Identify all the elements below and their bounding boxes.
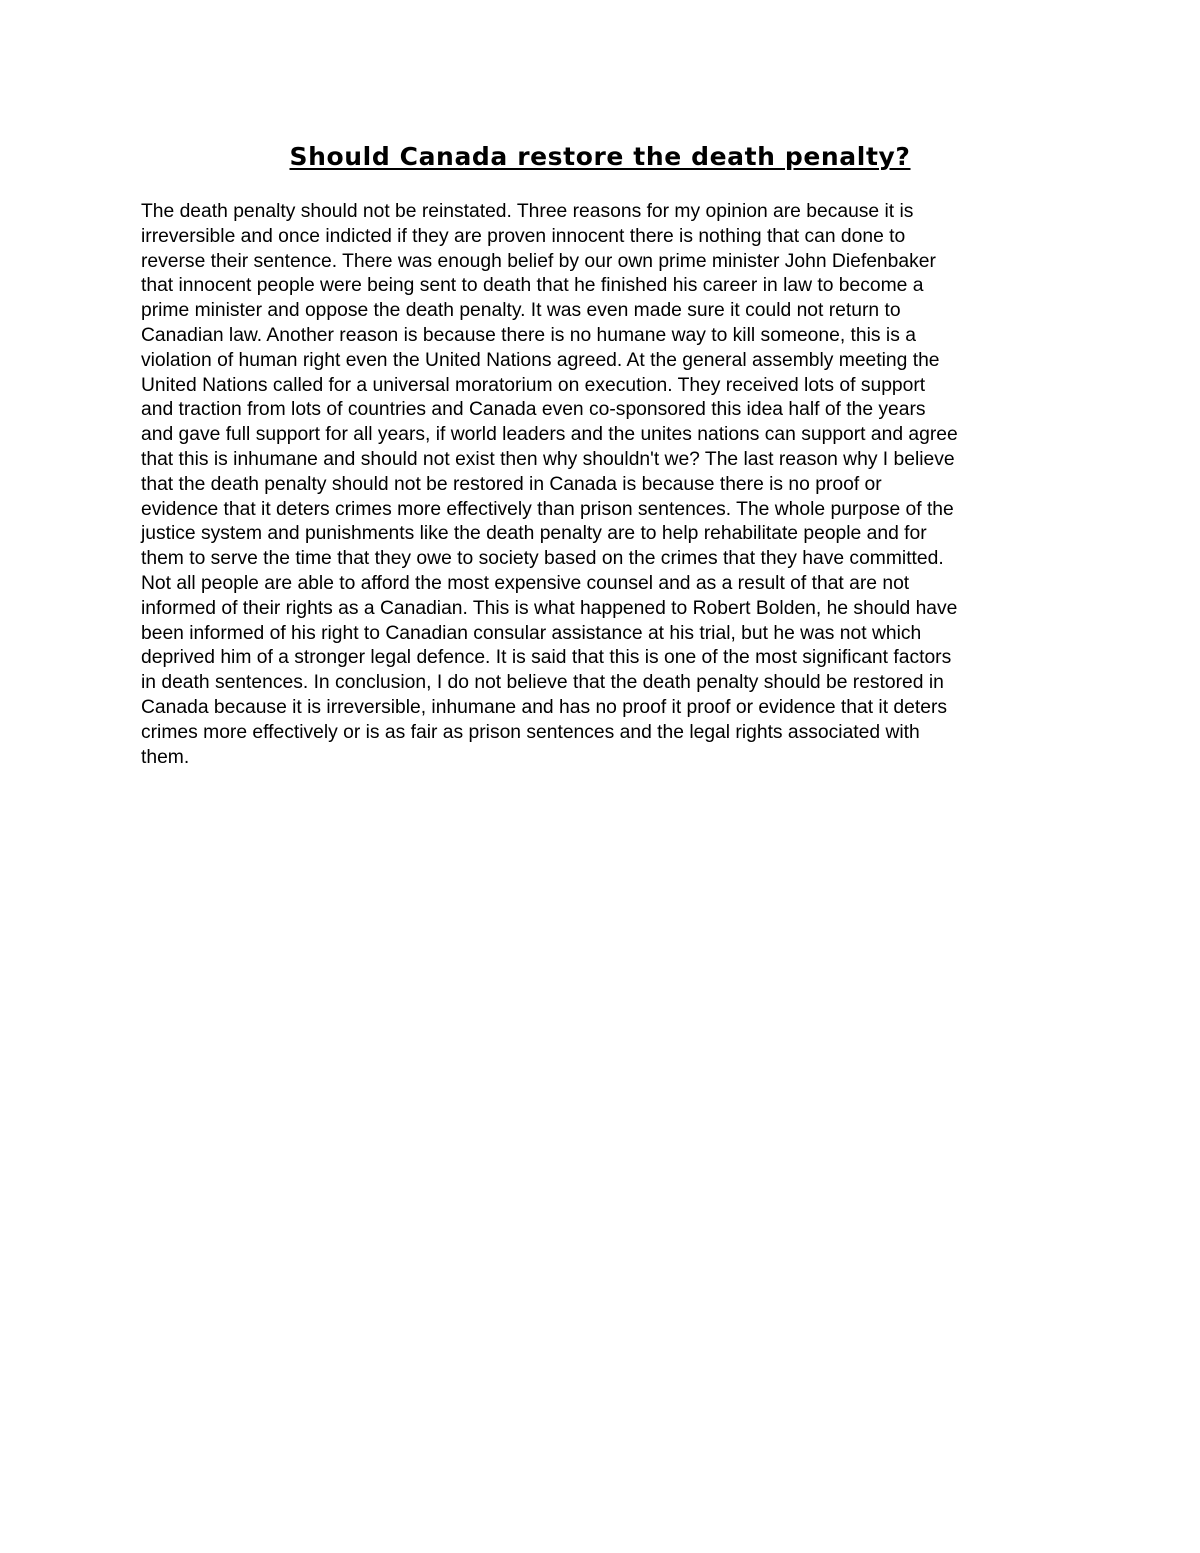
body-line: and traction from lots of countries and Canada even co-sponsored this idea half of the years [141,399,926,421]
body-line: prime minister and oppose the death penalty. It was even made sure it could not return to [141,300,901,322]
body-line: evidence that it deters crimes more effectively than prison sentences. The whole purpose of the [141,498,954,520]
body-line: that the death penalty should not be restored in Canada is because there is no proof or [141,473,882,495]
document-body [141,200,1061,770]
document-title: Should Canada restore the death penalty? [289,142,911,171]
body-line: deprived him of a stronger legal defence. It is said that this is one of the most significant factors [141,647,952,669]
body-line: in death sentences. In conclusion, I do not believe that the death penalty should be restored in [141,672,944,694]
body-line: that this is inhumane and should not exist then why shouldn't we? The last reason why I believe [141,448,955,470]
body-line: and gave full support for all years, if world leaders and the unites nations can support and agree [141,424,958,446]
body-line: The death penalty should not be reinstated. Three reasons for my opinion are because it is [141,201,914,222]
body-line: been informed of his right to Canadian consular assistance at his trial, but he was not which [141,622,922,644]
body-line: Not all people are able to afford the most expensive counsel and as a result of that are not [141,572,910,594]
body-line: justice system and punishments like the death penalty are to help rehabilitate people and for [141,523,927,545]
body-line: crimes more effectively or is as fair as prison sentences and the legal rights associated with [141,721,920,743]
body-line: them to serve the time that they owe to society based on the crimes that they have committed. [141,548,944,570]
body-line: them. [141,746,190,768]
body-line: violation of human right even the United Nations agreed. At the general assembly meeting the [141,349,940,371]
body-line: irreversible and once indicted if they are proven innocent there is nothing that can done to [141,225,906,247]
body-line: reverse their sentence. There was enough belief by our own prime minister John Diefenbaker [141,250,936,272]
body-line: Canadian law. Another reason is because there is no humane way to kill someone, this is a [141,324,916,346]
body-line: United Nations called for a universal moratorium on execution. They received lots of support [141,374,926,396]
body-line: Canada because it is irreversible, inhumane and has no proof it proof or evidence that it deters [141,696,947,718]
body-line: informed of their rights as a Canadian. This is what happened to Robert Bolden, he should have [141,597,958,619]
body-line: that innocent people were being sent to death that he finished his career in law to become a [141,275,924,297]
